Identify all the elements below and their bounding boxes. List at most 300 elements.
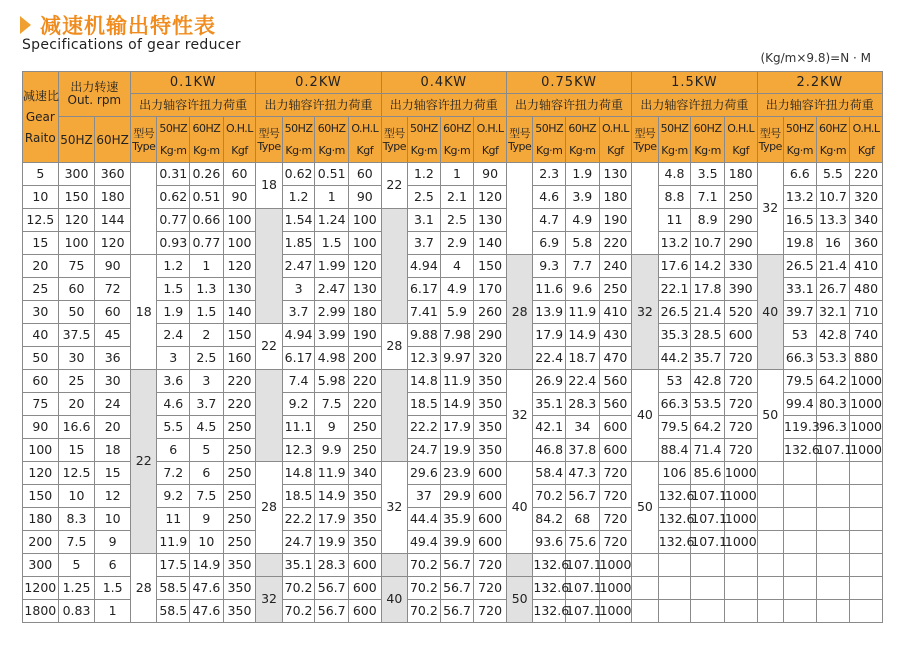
- type-cell: [757, 531, 783, 554]
- ratio-cell: 25: [23, 278, 59, 301]
- ohl-label: O.H.L: [852, 122, 880, 135]
- torque50-cell: 106: [658, 462, 691, 485]
- rpm60-cell: 180: [95, 186, 131, 209]
- ohl-cell: 250: [223, 439, 256, 462]
- torque60-cell: 75.6: [566, 531, 600, 554]
- rpm60-cell: 144: [95, 209, 131, 232]
- type-cell: 18: [256, 163, 282, 209]
- col50-label: 50HZ: [284, 122, 313, 135]
- col50-header: [658, 117, 691, 163]
- kgf-unit: Kgf: [607, 144, 624, 157]
- torque50-cell: 5.5: [157, 416, 190, 439]
- torque50-cell: 70.2: [282, 600, 315, 623]
- speed-header: [58, 72, 130, 117]
- kgm-unit: Kg·m: [535, 144, 563, 157]
- empty-cell: [658, 577, 691, 600]
- ohl-cell: 880: [850, 347, 883, 370]
- torque50-cell: 3.7: [408, 232, 441, 255]
- type-cell: 32: [256, 577, 282, 623]
- torque50-cell: 79.5: [658, 416, 691, 439]
- torque50-cell: 4.6: [157, 393, 190, 416]
- rpm50-cell: 10: [58, 485, 95, 508]
- ohl-header: [724, 117, 757, 163]
- torque50-cell: 4.7: [533, 209, 566, 232]
- ratio-header-en1: Gear: [25, 109, 55, 124]
- type-header: [757, 117, 783, 163]
- type-cell: [632, 163, 658, 255]
- rpm50-cell: 37.5: [58, 324, 95, 347]
- torque60-cell: 1.5: [315, 232, 349, 255]
- torque50-cell: 0.93: [157, 232, 190, 255]
- torque-header: 出力轴容许扭力荷重: [506, 94, 631, 117]
- torque50-cell: 11: [157, 508, 190, 531]
- torque50-cell: 11.6: [533, 278, 566, 301]
- torque60-cell: 2.5: [440, 209, 474, 232]
- ohl-cell: 350: [474, 416, 507, 439]
- torque50-cell: 58.5: [157, 577, 190, 600]
- ratio-cell: 120: [23, 462, 59, 485]
- torque60-cell: 0.26: [190, 163, 224, 186]
- type-header-zh: 型号: [383, 126, 405, 140]
- type-cell: 22: [130, 370, 156, 554]
- type-cell: 40: [632, 370, 658, 462]
- ohl-label: O.H.L: [226, 122, 253, 135]
- kgm-unit: Kg·m: [410, 144, 438, 157]
- torque-header: 出力轴容许扭力荷重: [757, 94, 882, 117]
- empty-cell: [784, 600, 817, 623]
- ratio-cell: 90: [23, 416, 59, 439]
- ohl-cell: 100: [223, 232, 256, 255]
- torque60-cell: 14.9: [440, 393, 474, 416]
- torque50-cell: 11.9: [157, 531, 190, 554]
- torque50-cell: 70.2: [408, 554, 441, 577]
- torque50-cell: 6.17: [408, 278, 441, 301]
- torque60-cell: 2.99: [315, 301, 349, 324]
- ohl-cell: 720: [724, 347, 757, 370]
- rpm50-cell: 20: [58, 393, 95, 416]
- ohl-cell: 1000: [724, 485, 757, 508]
- ohl-cell: 350: [474, 439, 507, 462]
- torque60-cell: 80.3: [816, 393, 850, 416]
- torque60-cell: 18.7: [566, 347, 600, 370]
- rpm60-cell: 9: [95, 531, 131, 554]
- ohl-cell: 720: [724, 393, 757, 416]
- rpm60-cell: 18: [95, 439, 131, 462]
- torque60-cell: 26.7: [816, 278, 850, 301]
- torque50-cell: 22.1: [658, 278, 691, 301]
- type-header-zh: 型号: [634, 126, 656, 140]
- empty-cell: [784, 531, 817, 554]
- torque60-cell: 5.8: [566, 232, 600, 255]
- col60-header: [190, 117, 224, 163]
- torque50-cell: 70.2: [408, 600, 441, 623]
- torque60-cell: 23.9: [440, 462, 474, 485]
- torque50-cell: 132.6: [533, 600, 566, 623]
- ohl-cell: 600: [474, 531, 507, 554]
- ohl-cell: 250: [599, 278, 632, 301]
- torque60-cell: 56.7: [440, 554, 474, 577]
- empty-cell: [784, 462, 817, 485]
- ratio-cell: 75: [23, 393, 59, 416]
- torque60-cell: 5: [190, 439, 224, 462]
- ohl-cell: 100: [348, 209, 381, 232]
- empty-cell: [816, 485, 850, 508]
- type-cell: [757, 600, 783, 623]
- torque50-cell: 46.8: [533, 439, 566, 462]
- rpm50-cell: 15: [58, 439, 95, 462]
- torque60-cell: 85.6: [691, 462, 725, 485]
- spec-table: [22, 71, 883, 623]
- empty-cell: [691, 600, 725, 623]
- type-cell: 40: [381, 577, 407, 623]
- rpm50-cell: 75: [58, 255, 95, 278]
- torque60-cell: 5.9: [440, 301, 474, 324]
- torque60-cell: 9: [315, 416, 349, 439]
- torque60-cell: 37.8: [566, 439, 600, 462]
- ohl-cell: 720: [599, 462, 632, 485]
- type-cell: 18: [130, 255, 156, 370]
- col50-header: [282, 117, 315, 163]
- torque50-cell: 14.8: [282, 462, 315, 485]
- torque50-cell: 35.3: [658, 324, 691, 347]
- ohl-cell: 350: [348, 485, 381, 508]
- torque60-cell: 10.7: [816, 186, 850, 209]
- torque60-cell: 4.98: [315, 347, 349, 370]
- speed-header-zh: 出力转速: [70, 80, 119, 94]
- col50-label: 50HZ: [660, 122, 689, 135]
- ratio-header: [23, 72, 59, 163]
- kgf-unit: Kgf: [231, 144, 248, 157]
- ratio-cell: 300: [23, 554, 59, 577]
- ohl-cell: 250: [223, 485, 256, 508]
- torque50-cell: 3.7: [282, 301, 315, 324]
- ohl-label: O.H.L: [476, 122, 504, 135]
- kgm-unit: Kg·m: [694, 144, 721, 157]
- type-header-zh: 型号: [509, 126, 531, 140]
- torque60-cell: 21.4: [691, 301, 725, 324]
- type-header-en: Type: [508, 139, 532, 153]
- torque50-cell: 6.9: [533, 232, 566, 255]
- torque60-cell: 39.9: [440, 531, 474, 554]
- torque60-cell: 3.5: [691, 163, 725, 186]
- ohl-cell: 220: [348, 370, 381, 393]
- torque60-cell: 6: [190, 462, 224, 485]
- ohl-cell: 350: [223, 600, 256, 623]
- torque50-cell: 24.7: [408, 439, 441, 462]
- torque50-cell: 1.2: [157, 255, 190, 278]
- ohl-cell: 250: [223, 531, 256, 554]
- torque-header: 出力轴容许扭力荷重: [130, 94, 255, 117]
- torque50-cell: 35.1: [533, 393, 566, 416]
- torque60-cell: 0.66: [190, 209, 224, 232]
- type-cell: 28: [256, 462, 282, 554]
- ohl-cell: 160: [223, 347, 256, 370]
- rpm50-cell: 50: [58, 301, 95, 324]
- ohl-cell: 130: [348, 278, 381, 301]
- type-cell: 28: [381, 324, 407, 370]
- torque60-cell: 56.7: [566, 485, 600, 508]
- torque50-cell: 4.94: [408, 255, 441, 278]
- ohl-cell: 600: [599, 439, 632, 462]
- ohl-cell: 560: [599, 393, 632, 416]
- rpm60-cell: 12: [95, 485, 131, 508]
- torque60-cell: 7.98: [440, 324, 474, 347]
- torque60-cell: 107.1: [566, 600, 600, 623]
- rpm50-cell: 30: [58, 347, 95, 370]
- col50-header: [533, 117, 566, 163]
- type-header: [632, 117, 658, 163]
- rpm60-cell: 45: [95, 324, 131, 347]
- torque60-cell: 7.7: [566, 255, 600, 278]
- torque60-cell: 56.7: [315, 577, 349, 600]
- type-header: [506, 117, 532, 163]
- torque60-cell: 53.5: [691, 393, 725, 416]
- ohl-cell: 250: [348, 439, 381, 462]
- ohl-cell: 340: [348, 462, 381, 485]
- torque60-cell: 3: [190, 370, 224, 393]
- ohl-cell: 180: [348, 301, 381, 324]
- type-header: [256, 117, 282, 163]
- empty-cell: [850, 508, 883, 531]
- ohl-cell: 320: [850, 186, 883, 209]
- type-cell: [757, 485, 783, 508]
- ohl-cell: 1000: [599, 554, 632, 577]
- rpm50-cell: 100: [58, 232, 95, 255]
- torque50-cell: 79.5: [784, 370, 817, 393]
- hz50-header: 50HZ: [58, 117, 95, 163]
- power-header-1: 0.2KW: [256, 72, 381, 94]
- col60-header: [816, 117, 850, 163]
- ohl-cell: 190: [348, 324, 381, 347]
- torque50-cell: 49.4: [408, 531, 441, 554]
- rpm60-cell: 90: [95, 255, 131, 278]
- type-cell: [506, 163, 532, 255]
- empty-cell: [816, 577, 850, 600]
- torque60-cell: 1.3: [190, 278, 224, 301]
- col60-label: 60HZ: [818, 122, 847, 135]
- ohl-cell: 720: [474, 600, 507, 623]
- col60-header: [691, 117, 725, 163]
- torque60-cell: 22.4: [566, 370, 600, 393]
- power-header-0: 0.1KW: [130, 72, 255, 94]
- rpm50-cell: 0.83: [58, 600, 95, 623]
- torque60-cell: 7.1: [691, 186, 725, 209]
- ohl-cell: 600: [474, 508, 507, 531]
- ohl-cell: 1000: [724, 508, 757, 531]
- ratio-cell: 150: [23, 485, 59, 508]
- torque60-cell: 107.1: [691, 485, 725, 508]
- torque50-cell: 2.3: [533, 163, 566, 186]
- type-cell: 40: [506, 462, 532, 554]
- empty-cell: [850, 600, 883, 623]
- ohl-cell: 200: [348, 347, 381, 370]
- torque50-cell: 22.2: [408, 416, 441, 439]
- table-row: [23, 370, 883, 393]
- torque50-cell: 119.3: [784, 416, 817, 439]
- empty-cell: [658, 554, 691, 577]
- ohl-cell: 60: [223, 163, 256, 186]
- ratio-header-en2: Raito: [24, 130, 56, 145]
- torque50-cell: 42.1: [533, 416, 566, 439]
- type-cell: [632, 554, 658, 577]
- ohl-cell: 410: [599, 301, 632, 324]
- torque50-cell: 8.8: [658, 186, 691, 209]
- torque60-cell: 7.5: [315, 393, 349, 416]
- torque60-cell: 32.1: [816, 301, 850, 324]
- rpm60-cell: 36: [95, 347, 131, 370]
- torque50-cell: 66.3: [784, 347, 817, 370]
- type-cell: [757, 462, 783, 485]
- torque60-cell: 1: [315, 186, 349, 209]
- torque60-cell: 1: [440, 163, 474, 186]
- ohl-cell: 130: [474, 209, 507, 232]
- ohl-cell: 560: [599, 370, 632, 393]
- type-cell: [381, 370, 407, 462]
- power-header-5: 2.2KW: [757, 72, 882, 94]
- torque50-cell: 18.5: [408, 393, 441, 416]
- ohl-header: [850, 117, 883, 163]
- torque60-cell: 107.1: [691, 531, 725, 554]
- torque50-cell: 0.62: [157, 186, 190, 209]
- type-cell: 32: [506, 370, 532, 462]
- torque50-cell: 13.2: [784, 186, 817, 209]
- torque50-cell: 33.1: [784, 278, 817, 301]
- table-row: [23, 255, 883, 278]
- torque60-cell: 10.7: [691, 232, 725, 255]
- ratio-cell: 20: [23, 255, 59, 278]
- ohl-cell: 220: [223, 370, 256, 393]
- torque60-cell: 1.99: [315, 255, 349, 278]
- table-body: [23, 163, 883, 623]
- ratio-cell: 1200: [23, 577, 59, 600]
- ratio-cell: 100: [23, 439, 59, 462]
- torque50-cell: 58.4: [533, 462, 566, 485]
- empty-cell: [784, 485, 817, 508]
- torque50-cell: 132.6: [658, 508, 691, 531]
- type-cell: [256, 370, 282, 462]
- torque50-cell: 14.8: [408, 370, 441, 393]
- power-header-3: 0.75KW: [506, 72, 631, 94]
- type-header-zh: 型号: [258, 126, 280, 140]
- torque50-cell: 2.5: [408, 186, 441, 209]
- torque50-cell: 9.3: [533, 255, 566, 278]
- torque50-cell: 19.8: [784, 232, 817, 255]
- torque60-cell: 34: [566, 416, 600, 439]
- ohl-cell: 250: [724, 186, 757, 209]
- rpm60-cell: 6: [95, 554, 131, 577]
- ohl-cell: 600: [348, 600, 381, 623]
- torque60-cell: 11.9: [315, 462, 349, 485]
- rpm60-cell: 360: [95, 163, 131, 186]
- torque50-cell: 11.1: [282, 416, 315, 439]
- torque60-cell: 1.24: [315, 209, 349, 232]
- torque50-cell: 99.4: [784, 393, 817, 416]
- torque50-cell: 44.4: [408, 508, 441, 531]
- ohl-cell: 60: [348, 163, 381, 186]
- power-header-2: 0.4KW: [381, 72, 506, 94]
- torque60-cell: 4.9: [566, 209, 600, 232]
- ohl-cell: 120: [474, 186, 507, 209]
- torque50-cell: 84.2: [533, 508, 566, 531]
- torque50-cell: 4.6: [533, 186, 566, 209]
- type-header-en: Type: [633, 139, 657, 153]
- kgf-unit: Kgf: [732, 144, 749, 157]
- torque50-cell: 0.77: [157, 209, 190, 232]
- torque50-cell: 3: [157, 347, 190, 370]
- ohl-cell: 720: [724, 439, 757, 462]
- col60-label: 60HZ: [568, 122, 597, 135]
- torque60-cell: 4.5: [190, 416, 224, 439]
- ohl-cell: 350: [223, 554, 256, 577]
- torque50-cell: 37: [408, 485, 441, 508]
- torque60-cell: 13.3: [816, 209, 850, 232]
- ohl-cell: 140: [223, 301, 256, 324]
- kgm-unit: Kg·m: [285, 144, 312, 157]
- ohl-cell: 250: [223, 508, 256, 531]
- ohl-cell: 130: [599, 163, 632, 186]
- rpm60-cell: 120: [95, 232, 131, 255]
- empty-cell: [724, 600, 757, 623]
- ohl-cell: 260: [474, 301, 507, 324]
- ohl-cell: 320: [474, 347, 507, 370]
- table-header: [23, 72, 883, 163]
- rpm50-cell: 150: [58, 186, 95, 209]
- rpm60-cell: 60: [95, 301, 131, 324]
- ohl-header: [599, 117, 632, 163]
- type-header-en: Type: [758, 139, 782, 153]
- ohl-cell: 340: [850, 209, 883, 232]
- empty-cell: [724, 554, 757, 577]
- ratio-cell: 10: [23, 186, 59, 209]
- ohl-cell: 600: [599, 416, 632, 439]
- ratio-cell: 1800: [23, 600, 59, 623]
- empty-cell: [784, 577, 817, 600]
- torque60-cell: 107.1: [566, 554, 600, 577]
- torque50-cell: 3: [282, 278, 315, 301]
- torque60-cell: 4.9: [440, 278, 474, 301]
- torque60-cell: 107.1: [566, 577, 600, 600]
- rpm50-cell: 300: [58, 163, 95, 186]
- torque60-cell: 56.7: [440, 577, 474, 600]
- ohl-cell: 350: [348, 508, 381, 531]
- ohl-cell: 150: [474, 255, 507, 278]
- type-cell: [256, 209, 282, 324]
- ohl-cell: 250: [223, 462, 256, 485]
- torque50-cell: 1.5: [157, 278, 190, 301]
- torque60-cell: 11.9: [440, 370, 474, 393]
- torque50-cell: 29.6: [408, 462, 441, 485]
- ohl-cell: 1000: [850, 439, 883, 462]
- kgm-unit: Kg·m: [160, 144, 187, 157]
- torque50-cell: 58.5: [157, 600, 190, 623]
- ohl-cell: 120: [223, 255, 256, 278]
- torque60-cell: 19.9: [315, 531, 349, 554]
- torque50-cell: 22.4: [533, 347, 566, 370]
- torque60-cell: 68: [566, 508, 600, 531]
- rpm60-cell: 10: [95, 508, 131, 531]
- ohl-cell: 390: [724, 278, 757, 301]
- torque50-cell: 11: [658, 209, 691, 232]
- torque60-cell: 96.3: [816, 416, 850, 439]
- type-cell: [256, 554, 282, 577]
- torque60-cell: 14.9: [566, 324, 600, 347]
- hz60-header: 60HZ: [95, 117, 131, 163]
- ohl-cell: 360: [850, 232, 883, 255]
- empty-cell: [850, 485, 883, 508]
- ohl-cell: 220: [223, 393, 256, 416]
- rpm50-cell: 1.25: [58, 577, 95, 600]
- ohl-cell: 180: [724, 163, 757, 186]
